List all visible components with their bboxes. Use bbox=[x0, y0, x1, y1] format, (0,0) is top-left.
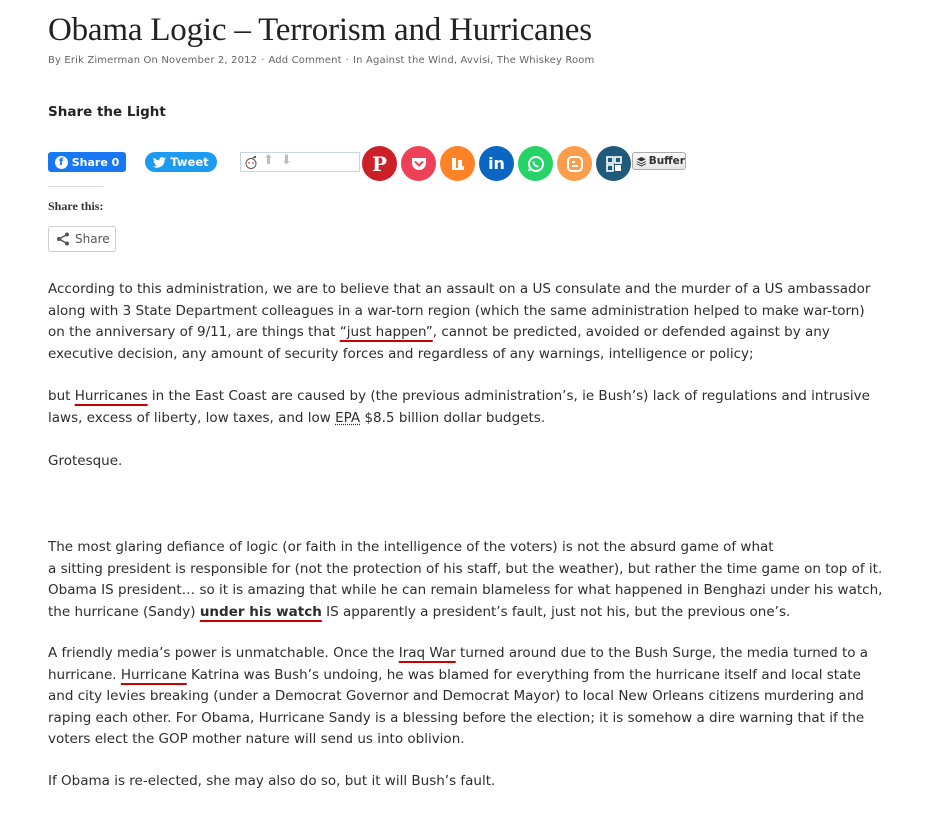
paragraph-1 bbox=[48, 279, 870, 365]
buffer-button[interactable] bbox=[632, 152, 686, 170]
text-line: turned around due to the Bush Surge, the media turned to a bbox=[455, 645, 869, 661]
share-bar bbox=[48, 146, 748, 182]
categories-links[interactable]: Against the Wind, Avvisi, The Whiskey Room bbox=[365, 55, 595, 66]
highlighted-word: Hurricanes bbox=[74, 388, 148, 404]
meta-separator: · bbox=[345, 55, 350, 66]
post-title: Obama Logic – Terrorism and Hurricanes bbox=[48, 12, 592, 48]
share-button-label: Share bbox=[75, 232, 110, 246]
linkedin-icon[interactable]: in bbox=[479, 146, 514, 181]
text-line: Obama IS president… so it is amazing that while he can remain blameless for what happened in Benghazi under his watch, bbox=[48, 582, 883, 598]
facebook-share-button[interactable] bbox=[48, 152, 126, 172]
byline: By Erik Zimerman On November 2, 2012 bbox=[48, 55, 258, 66]
tweet-button[interactable] bbox=[145, 152, 217, 172]
share-this-label: Share this: bbox=[48, 199, 104, 213]
text-line: hurricane. bbox=[48, 666, 121, 683]
paragraph-3: Grotesque. bbox=[48, 453, 123, 469]
buffer-icon bbox=[636, 156, 647, 167]
paragraph-5 bbox=[48, 643, 868, 751]
text-line: a sitting president is responsible for (not the protection of his staff, but the weather), but rather the time game on top of it. bbox=[48, 560, 883, 577]
facebook-share-label: Share 0 bbox=[71, 155, 120, 169]
divider bbox=[48, 186, 103, 187]
facebook-icon: f bbox=[55, 156, 68, 169]
bold-phrase: under his watch bbox=[199, 603, 322, 620]
twitter-icon bbox=[153, 157, 166, 168]
text-line: in the East Coast are caused by (the previous administration’s, ie Bush’s) lack of regulations and intrusive bbox=[147, 388, 870, 404]
text-line: According to this administration, we are to believe that an assault on a US consulate and the murder of a US ambassador bbox=[48, 281, 871, 297]
mix-icon[interactable] bbox=[440, 146, 475, 181]
meta-separator: · bbox=[261, 55, 265, 66]
text-line: but bbox=[48, 388, 75, 404]
share-icon bbox=[56, 232, 70, 246]
highlighted-quote: “just happen” bbox=[339, 324, 433, 340]
text-line: , cannot be predicted, avoided or defended against by any bbox=[432, 324, 830, 340]
text-line: Katrina was Bush’s undoing, he was blamed for everything from the hurricane itself and local state bbox=[186, 666, 861, 683]
text-line: The most glaring defiance of logic (or faith in the intelligence of the voters) is not the absurd game of what bbox=[48, 539, 774, 555]
pinterest-icon[interactable]: P bbox=[362, 146, 397, 181]
reddit-icon bbox=[243, 154, 259, 170]
reddit-vote-widget[interactable] bbox=[240, 152, 360, 172]
text-line: along with 3 State Department colleagues in a war-torn region (which the same administration helped to make war-torn) bbox=[48, 302, 865, 319]
tweet-label: Tweet bbox=[170, 155, 209, 169]
paragraph-4 bbox=[48, 537, 882, 623]
share-network-icon[interactable] bbox=[596, 146, 631, 181]
highlighted-word: Hurricane bbox=[120, 666, 187, 683]
add-comment-link[interactable]: Add Comment bbox=[268, 55, 342, 66]
text-line: raping each other. For Obama, Hurricane Sandy is a blessing before the election; it is somehow a dire warning that if the bbox=[48, 709, 865, 726]
pocket-icon[interactable] bbox=[401, 146, 436, 181]
text-line: A friendly media’s power is unmatchable. Once the bbox=[48, 645, 399, 661]
text-line: the hurricane (Sandy) bbox=[48, 603, 200, 620]
text-line: $8.5 billion dollar budgets. bbox=[360, 409, 546, 426]
text-line: IS apparently a president’s fault, just not his, but the previous one’s. bbox=[321, 603, 791, 620]
epa-abbreviation: EPA bbox=[335, 409, 361, 426]
paragraph-2 bbox=[48, 386, 870, 429]
text-line: voters elect the GOP mother nature will send us into oblivion. bbox=[48, 731, 465, 747]
share-heading: Share the Light bbox=[48, 104, 166, 120]
text-line: executive decision, any amount of security forces and regardless of any warnings, intelligence or policy; bbox=[48, 345, 754, 362]
text-line: on the anniversary of 9/11, are things that bbox=[48, 324, 340, 340]
upvote-icon[interactable]: ⬆ bbox=[263, 153, 274, 168]
text-line: laws, excess of liberty, low taxes, and low bbox=[48, 409, 336, 426]
whatsapp-icon[interactable] bbox=[518, 146, 553, 181]
buffer-label: Buffer bbox=[648, 155, 685, 167]
post-meta bbox=[48, 55, 594, 66]
text-line: and city levies breaking (under a Democrat Governor and Democrat Mayor) to local New Orleans citizens murdering and bbox=[48, 688, 864, 704]
highlighted-phrase: Iraq War bbox=[398, 645, 456, 661]
blogger-icon[interactable] bbox=[557, 146, 592, 181]
categories-prefix: In bbox=[353, 55, 363, 66]
paragraph-6: If Obama is re-elected, she may also do so, but it will Bush’s fault. bbox=[48, 773, 496, 789]
share-button[interactable] bbox=[48, 226, 116, 252]
downvote-icon[interactable]: ⬇ bbox=[281, 153, 292, 168]
